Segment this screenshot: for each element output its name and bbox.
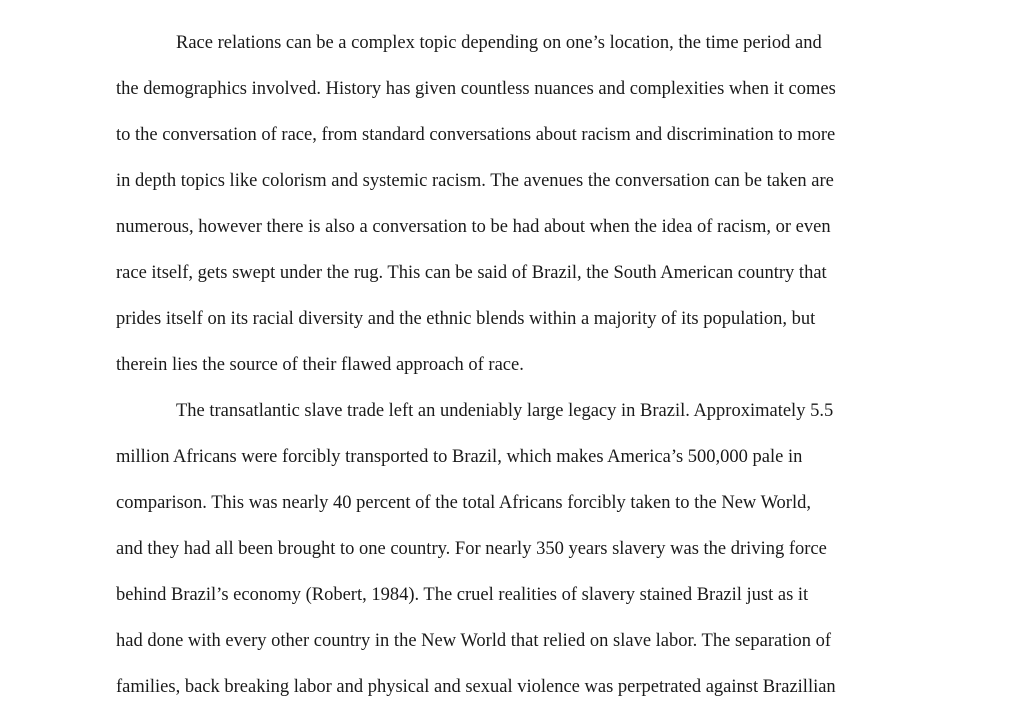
text-line: the demographics involved. History has given countless nuances and complexities when it comes (116, 79, 836, 99)
text-line: families, back breaking labor and physical and sexual violence was perpetrated against Brazillian (116, 677, 836, 697)
text-line: comparison. This was nearly 40 percent of the total Africans forcibly taken to the New World, (116, 493, 811, 513)
text-line: in depth topics like colorism and systemic racism. The avenues the conversation can be taken are (116, 171, 834, 191)
text-line: and they had all been brought to one country. For nearly 350 years slavery was the driving force (116, 539, 827, 559)
text-line: Race relations can be a complex topic depending on one’s location, the time period and (176, 33, 822, 53)
text-line: prides itself on its racial diversity and the ethnic blends within a majority of its population, but (116, 309, 816, 329)
text-line: race itself, gets swept under the rug. This can be said of Brazil, the South American country that (116, 263, 827, 283)
paragraph-1 (116, 20, 916, 388)
text-line: therein lies the source of their flawed approach of race. (116, 355, 524, 375)
document-body (116, 20, 916, 710)
text-line: to the conversation of race, from standard conversations about racism and discrimination to more (116, 125, 836, 145)
text-line: behind Brazil’s economy (Robert, 1984). The cruel realities of slavery stained Brazil just as it (116, 585, 809, 605)
text-line: The transatlantic slave trade left an undeniably large legacy in Brazil. Approximately 5.5 (176, 401, 834, 421)
text-line: million Africans were forcibly transported to Brazil, which makes America’s 500,000 pale in (116, 447, 803, 467)
text-line: numerous, however there is also a conversation to be had about when the idea of racism, or even (116, 217, 831, 237)
paragraph-2 (116, 388, 916, 710)
text-line: had done with every other country in the New World that relied on slave labor. The separation of (116, 631, 832, 651)
